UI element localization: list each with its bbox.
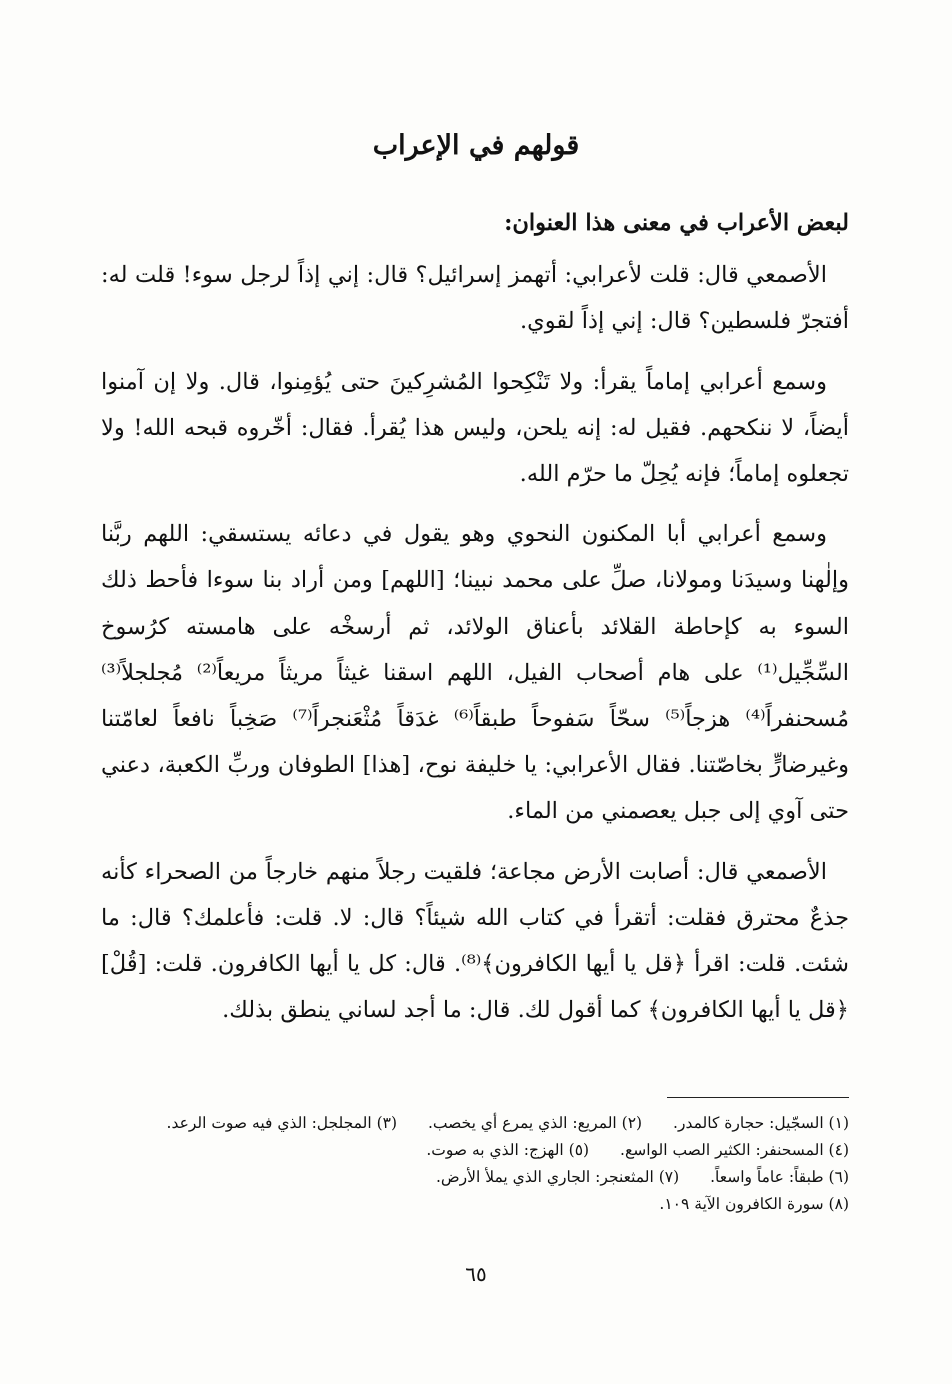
paragraph-4: الأصمعي قال: أصابت الأرض مجاعة؛ فلقيت رجلاً منهم خارجاً من الصحراء كأنه جذعٌ محترق فقلت: أتقرأ في كتاب الله شيئاً؟ قال: لا. قلت: فأعلمك؟ قال: ما شئت. قلت: اقرأ ﴿قل يا أيها الكافرون﴾⁽⁸⁾. قال: كل يا أيها الكافرون. قلت: [قُلْ] ﴿قل يا أيها الكافرون﴾ كما أقول لك. قال: ما أجد لساني ينطق بذلك. bbox=[101, 858, 849, 1024]
footnote-row bbox=[89, 1191, 849, 1218]
footnote-5: (٥) الهزج: الذي به صوت. bbox=[426, 1141, 590, 1159]
paragraph-1: الأصمعي قال: قلت لأعرابي: أتهمز إسرائيل؟ قال: إني إذاً لرجل سوء! قلت له: أفتجرّ فلسطين؟ قال: إني إذاً لقوي. bbox=[101, 262, 849, 335]
chapter-title: قولهم في الإعراب bbox=[372, 130, 580, 161]
footnote-1: (١) السجّيل: حجارة كالمدر. bbox=[673, 1114, 849, 1132]
footnotes bbox=[89, 1110, 849, 1218]
footnote-6: (٦) طبقاً: عاماً واسعاً. bbox=[710, 1168, 849, 1186]
footnote-4: (٤) المسحنفر: الكثير الصب الواسع. bbox=[620, 1141, 849, 1159]
footnote-8: (٨) سورة الكافرون الآية ١٠٩. bbox=[659, 1195, 849, 1213]
page-number: ٦٥ bbox=[465, 1262, 487, 1286]
footnote-divider bbox=[667, 1097, 849, 1098]
paragraph-2: وسمع أعرابي إماماً يقرأ: ولا تَنْكِحوا المُشرِكينَ حتى يُؤمِنوا، قال. ولا إن آمنوا أيضاً، لا ننكحهم. فقيل له: إنه يلحن، وليس هذا يُقرأ. فقال: أخّروه قبحه الله! ولا تجعلوه إماماً؛ فإنه يُحِلّ ما حرّم الله. bbox=[101, 368, 849, 488]
footnote-row bbox=[89, 1164, 849, 1191]
paragraph-3: وسمع أعرابي أبا المكنون النحوي وهو يقول في دعائه يستسقي: اللهم ربَّنا وإلٰهنا وسيدَنا ومولانا، صلِّ على محمد نبينا؛ [اللهم] ومن أراد بنا سوءا فأحط ذلك السوء به كإحاطة القلائد بأعناق الولائد، ثم أرسخْه على هامسته كرُسوخ السِّجِّيل⁽¹⁾ على هام أصحاب الفيل، اللهم اسقنا غيثاً مريثاً مريعاً⁽²⁾ مُجلجلاً⁽³⁾ مُسحنفراً⁽⁴⁾ هزجاً⁽⁵⁾ سحّاً سَفوحاً طبقاً⁽⁶⁾ غدَقاً مُثْعَنجراً⁽⁷⁾ صَخِباً نافعاً لعامّتنا وغيرضارٍّ بخاصّتنا. فقال الأعرابي: يا خليفة نوح، [هذا] الطوفان وربِّ الكعبة، دعني حتى آوي إلى جبل يعصمني من الماء. bbox=[101, 521, 849, 825]
main-text bbox=[101, 200, 849, 1047]
footnote-2: (٢) المريع: الذي يمرع أي يخصب. bbox=[427, 1114, 643, 1132]
footnote-row bbox=[89, 1137, 849, 1164]
section-subheading: لبعض الأعراب في معنى هذا العنوان: bbox=[504, 210, 849, 236]
footnote-7: (٧) المثعنجر: الجاري الذي يملأ الأرض. bbox=[435, 1168, 680, 1186]
footnote-3: (٣) المجلجل: الذي فيه صوت الرعد. bbox=[166, 1114, 398, 1132]
footnote-row bbox=[89, 1110, 849, 1137]
